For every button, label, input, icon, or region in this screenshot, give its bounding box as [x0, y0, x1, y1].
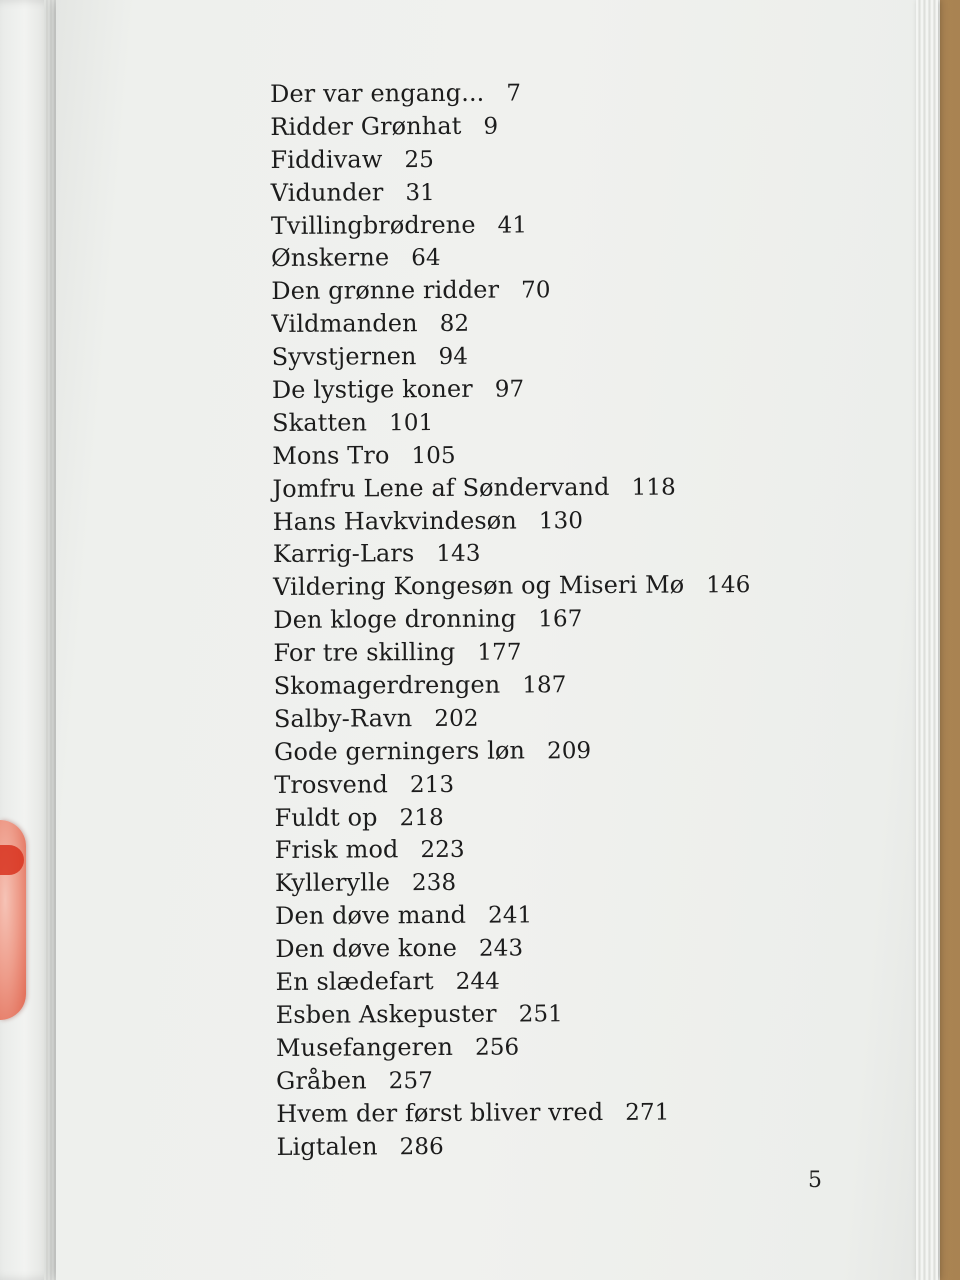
toc-entry-title: Skomagerdrengen: [273, 670, 501, 701]
toc-entry-title: Hvem der først bliver vred: [276, 1097, 604, 1128]
toc-entry-title: Kyllerylle: [274, 868, 391, 898]
toc-entry-page: 241: [487, 902, 533, 929]
table-of-contents: [270, 75, 754, 1163]
toc-entry: [276, 1029, 754, 1065]
toc-entry: [274, 700, 752, 736]
toc-entry-title: Vidunder: [270, 177, 384, 207]
toc-entry: [271, 207, 749, 243]
toc-entry-title: Den døve mand: [275, 901, 467, 931]
toc-entry-page: 243: [478, 935, 524, 962]
toc-entry-page: 256: [474, 1034, 520, 1061]
toc-entry: [275, 930, 753, 966]
toc-entry-page: 41: [497, 211, 528, 239]
toc-entry: [275, 832, 753, 868]
toc-entry: [273, 536, 751, 572]
toc-entry: [271, 272, 749, 308]
toc-entry: [274, 733, 752, 769]
toc-entry: [273, 601, 751, 637]
toc-entry-page: 94: [438, 343, 469, 371]
toc-entry-title: Gråben: [276, 1066, 367, 1095]
toc-entry-page: 64: [411, 245, 441, 272]
toc-entry-title: Fiddivaw: [270, 145, 383, 174]
toc-entry-page: 271: [625, 1099, 670, 1126]
toc-entry-page: 118: [631, 474, 676, 501]
toc-entry-page: 146: [706, 572, 751, 599]
toc-entry-title: Fuldt op: [274, 802, 378, 832]
toc-entry: [271, 305, 749, 341]
toc-entry-title: Trosvend: [274, 769, 389, 799]
toc-entry: [271, 174, 749, 210]
toc-entry: [275, 897, 753, 933]
toc-entry-page: 202: [434, 705, 479, 732]
toc-entry: [276, 996, 754, 1032]
toc-entry-title: Karrig-Lars: [272, 539, 415, 569]
toc-entry-title: Syvstjernen: [271, 342, 417, 372]
toc-entry-title: Den døve kone: [275, 934, 458, 964]
toc-entry-page: 244: [455, 968, 501, 995]
toc-entry-title: Vildering Kongesøn og Miseri Mø: [273, 570, 685, 602]
page-edge-stack: [916, 0, 938, 1280]
toc-entry: [270, 75, 748, 111]
toc-entry-page: 177: [477, 639, 522, 666]
toc-entry-title: Den kloge dronning: [273, 604, 517, 635]
toc-entry-title: Ligtalen: [276, 1131, 378, 1161]
toc-entry-title: Der var engang...: [270, 78, 485, 108]
toc-entry: [272, 470, 750, 506]
toc-entry-page: 7: [506, 80, 522, 107]
toc-entry-title: Skatten: [272, 408, 368, 437]
toc-entry-title: Den grønne ridder: [271, 275, 500, 306]
toc-entry-page: 223: [420, 837, 465, 864]
toc-entry-title: Esben Askepuster: [275, 999, 497, 1029]
toc-entry: [275, 963, 753, 999]
toc-entry-page: 130: [538, 507, 584, 534]
toc-entry-title: Ønskerne: [271, 243, 390, 273]
toc-entry-page: 213: [409, 771, 455, 798]
toc-entry-title: Vildmanden: [271, 309, 418, 339]
toc-entry-title: Ridder Grønhat: [270, 111, 462, 141]
toc-entry-title: Salby-Ravn: [273, 704, 413, 733]
toc-entry: [276, 1062, 754, 1098]
toc-entry: [270, 141, 748, 177]
toc-entry-page: 101: [388, 409, 434, 437]
toc-entry-page: 70: [521, 277, 551, 304]
toc-entry-title: Tvillingbrødrene: [270, 210, 476, 240]
toc-entry: [270, 108, 748, 144]
toc-entry-page: 82: [439, 311, 470, 338]
toc-entry-page: 209: [546, 737, 592, 765]
toc-entry-page: 167: [538, 606, 583, 633]
toc-entry-page: 257: [388, 1067, 433, 1095]
toc-entry-page: 31: [405, 179, 435, 206]
toc-entry: [274, 799, 752, 835]
toc-entry: [273, 634, 751, 670]
toc-entry-title: For tre skilling: [273, 638, 456, 668]
toc-entry-page: 105: [411, 442, 456, 469]
toc-entry-title: De lystige koner: [271, 374, 473, 405]
toc-entry: [272, 371, 750, 407]
toc-entry-title: Gode gerningers løn: [274, 736, 526, 766]
toc-entry-page: 143: [436, 541, 481, 568]
toc-entry: [275, 864, 753, 900]
toc-entry: [273, 568, 751, 604]
toc-entry: [272, 338, 750, 374]
toc-entry: [272, 404, 750, 440]
toc-entry: [271, 240, 749, 276]
toc-entry-title: Frisk mod: [274, 835, 399, 865]
toc-entry-title: Hans Havkvindesøn: [272, 506, 517, 536]
toc-entry: [276, 1128, 754, 1164]
toc-entry-page: 218: [399, 804, 444, 831]
toc-entry-title: Musefangeren: [275, 1032, 454, 1062]
toc-entry-page: 286: [399, 1133, 444, 1160]
toc-entry-page: 9: [483, 113, 499, 140]
toc-entry: [276, 1095, 754, 1131]
page-number: 5: [808, 1168, 822, 1193]
toc-entry-title: Jomfru Lene af Søndervand: [272, 472, 610, 503]
toc-entry: [274, 667, 752, 703]
toc-entry-page: 238: [411, 870, 457, 897]
toc-entry-page: 97: [494, 376, 525, 403]
toc-entry-page: 25: [404, 146, 435, 173]
toc-entry-title: En slædefart: [275, 967, 434, 997]
toc-entry-page: 251: [518, 1001, 563, 1028]
toc-entry: [272, 437, 750, 473]
previous-pages-edge: [0, 0, 62, 1280]
toc-entry-page: 187: [522, 672, 567, 699]
toc-entry-title: Mons Tro: [272, 441, 390, 470]
toc-entry: [274, 766, 752, 802]
toc-entry: [273, 503, 751, 539]
